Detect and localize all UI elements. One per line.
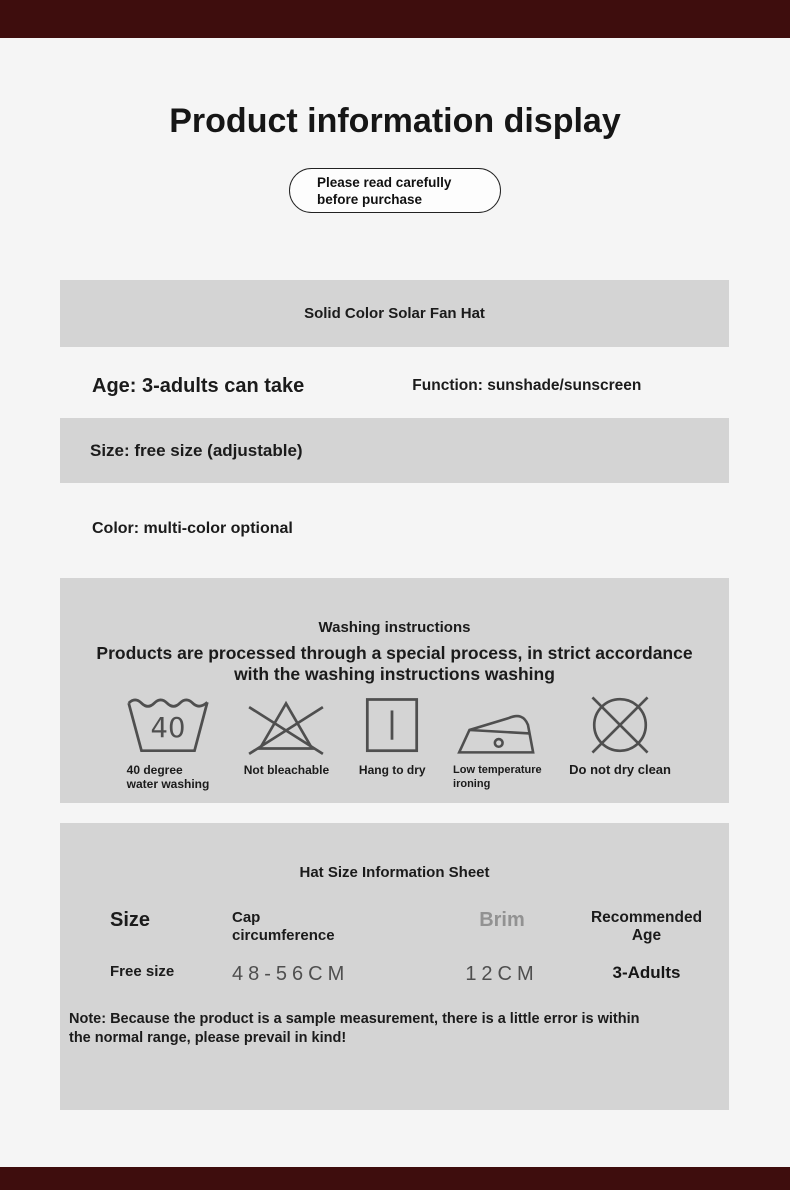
col-header-cap-circumference: Cap circumference (232, 909, 335, 944)
washing-heading: Washing instructions (318, 619, 471, 636)
care-symbols-row (60, 692, 729, 791)
care-label: 40 degree water washing (126, 763, 210, 791)
svg-text:40: 40 (150, 712, 186, 744)
measurement-note (60, 1010, 729, 1048)
care-item-hang-dry (359, 692, 426, 791)
cell-size-value: Free size (110, 963, 175, 980)
color-label: Color: multi-color optional (92, 520, 293, 537)
washing-description-line-2: with the washing instructions washing (234, 664, 555, 684)
no-dry-clean-icon (580, 692, 660, 758)
washing-instructions-panel (60, 578, 729, 803)
hat-size-panel (60, 823, 729, 1110)
care-label: Hang to dry (358, 763, 426, 777)
cell-brim-value: 12CM (465, 963, 539, 985)
cell-recommended-age-value: 3-Adults (612, 963, 681, 982)
size-bar: Size: free size (adjustable) (60, 418, 729, 483)
care-item-low-iron (453, 692, 542, 791)
wash-40-icon (122, 692, 214, 758)
washing-description (60, 643, 729, 685)
no-bleach-icon (241, 692, 331, 758)
care-item-wash-40 (122, 692, 214, 791)
cell-cap-circumference-value: 48-56CM (232, 963, 350, 985)
washing-description-line-1: Products are processed through a special process, in strict accordance (96, 643, 693, 663)
page-content (0, 38, 790, 1167)
hang-dry-icon (361, 692, 423, 758)
badge-line-2: before purchase (317, 191, 423, 207)
low-iron-icon (454, 692, 540, 758)
note-line-1: Note: Because the product is a sample measurement, there is a little error is within (69, 1011, 640, 1027)
care-item-no-bleach (241, 692, 331, 791)
col-header-size: Size (110, 909, 151, 931)
care-label: Not bleachable (243, 763, 330, 777)
size-sheet-heading: Hat Size Information Sheet (299, 864, 490, 881)
top-edge-bar (0, 0, 790, 38)
care-label: Do not dry clean (569, 762, 671, 777)
care-item-no-dry-clean (569, 692, 671, 791)
product-name-bar: Solid Color Solar Fan Hat (60, 280, 729, 347)
age-function-row (0, 373, 790, 399)
age-label: Age: 3-adults can take (92, 374, 305, 397)
note-line-2: the normal range, please prevail in kind! (69, 1030, 347, 1046)
function-label: Function: sunshade/sunscreen (412, 377, 642, 394)
col-header-brim: Brim (479, 909, 525, 931)
col-header-recommended-age: Recommended Age (590, 909, 703, 944)
badge-line-1: Please read carefully (317, 174, 452, 190)
bottom-edge-bar (0, 1167, 790, 1190)
page-title: Product information display (169, 102, 621, 140)
care-label: Low temperature ironing (453, 764, 542, 790)
size-table (60, 909, 729, 986)
read-carefully-badge (289, 168, 501, 213)
